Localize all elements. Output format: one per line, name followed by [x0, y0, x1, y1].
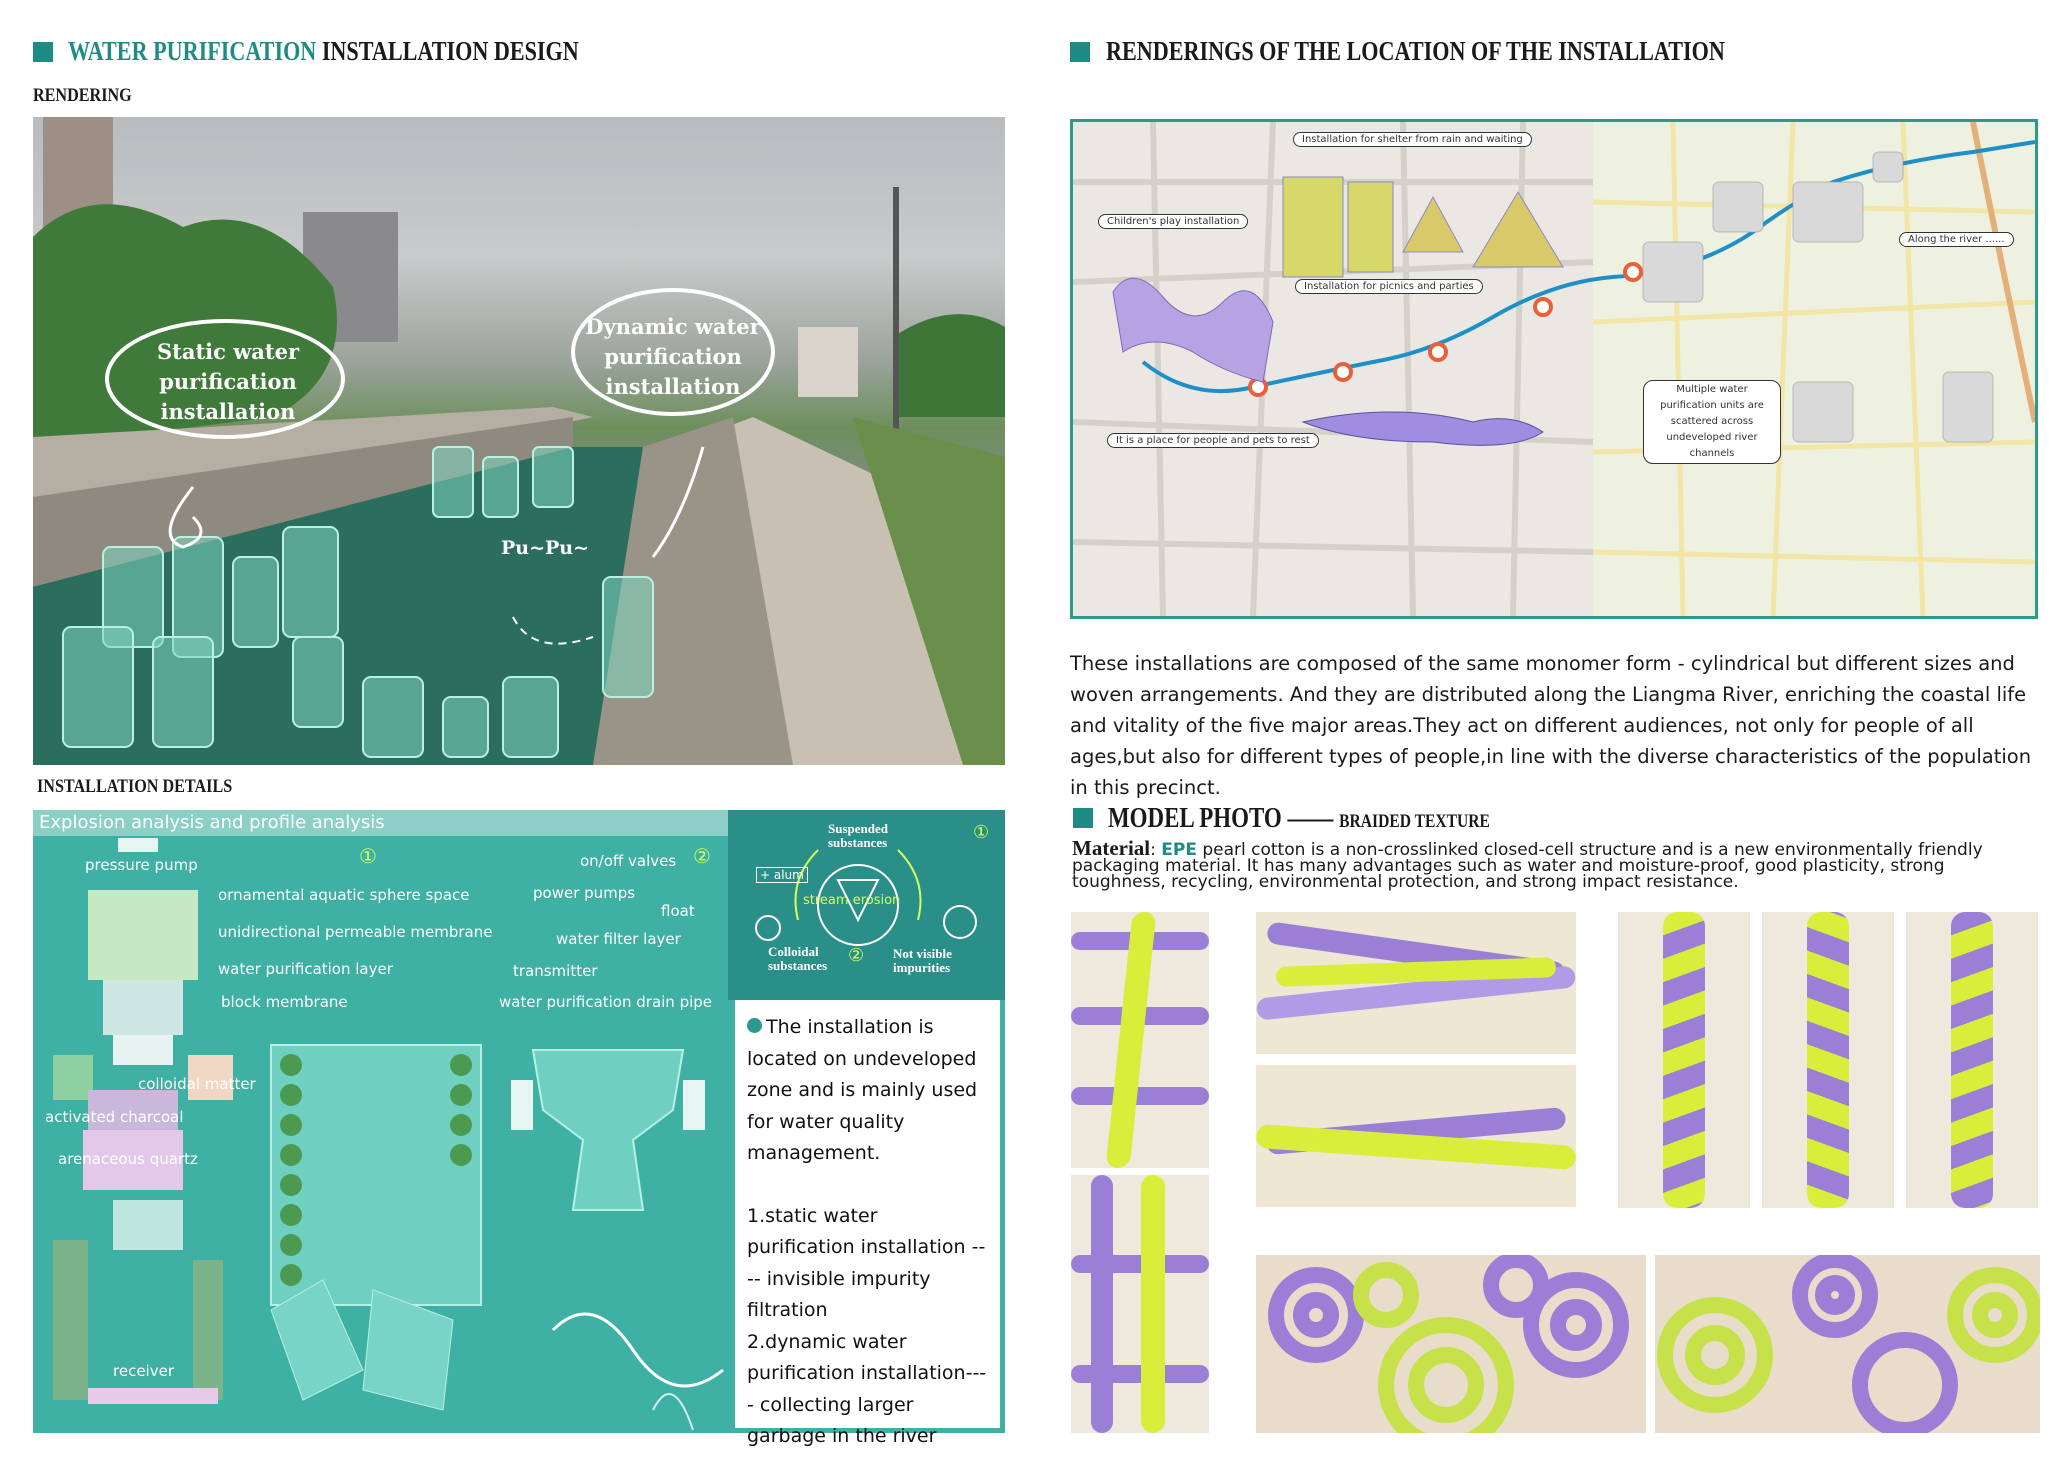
- bullet-dot: [747, 1018, 762, 1033]
- diagram-circle-2: ②: [848, 945, 865, 966]
- section-number-2: ②: [693, 844, 711, 868]
- material-label: Material: [1072, 836, 1151, 860]
- utility-pole: [893, 187, 899, 437]
- details-banner: Explosion analysis and profile analysis: [33, 810, 734, 836]
- map-label-shelter: Installation for shelter from rain and waiting: [1293, 132, 1532, 147]
- material-text: [1072, 836, 2032, 892]
- model-photo-4: [1256, 1065, 1576, 1207]
- installation-details-label: INSTALLATION DETAILS: [37, 776, 233, 797]
- map-label-river: Along the river ......: [1899, 232, 2014, 247]
- note-item-2: 2.dynamic water purification installation---- collecting larger garbage in the river: [747, 1330, 987, 1447]
- page-title-left: [68, 36, 579, 67]
- part-label: water filter layer: [556, 930, 681, 948]
- note-body: [735, 1000, 1000, 1453]
- map-label-picnics: Installation for picnics and parties: [1295, 279, 1483, 294]
- alum-label: + alum: [756, 867, 808, 883]
- suspended-label: Suspended substances: [828, 821, 888, 850]
- not-visible-label: Not visible impurities: [893, 946, 952, 975]
- model-photo-title: [1108, 803, 1490, 835]
- page-title-right: RENDERINGS OF THE LOCATION OF THE INSTALLATION: [1106, 36, 1725, 66]
- model-photo-2: [1071, 1175, 1209, 1433]
- building: [798, 327, 858, 397]
- part-label: unidirectional permeable membrane: [218, 923, 493, 941]
- map-label-multiple: Multiple water purification units are scattered across undeveloped river channels: [1643, 380, 1781, 464]
- dynamic-installation-label: Dynamic water purification installation: [585, 314, 761, 399]
- map-label-pets: It is a place for people and pets to rest: [1107, 433, 1319, 448]
- trees: [893, 314, 1005, 417]
- part-label: pressure pump: [85, 856, 198, 874]
- material-description: pearl cotton is a non-crosslinked closed-cell structure and is a new environmentally friendly packaging material. It has many advantages such as water and moisture-proof, good plasticity, strong toughness, recycling, environmental protection, and strong impact resistance.: [1072, 840, 1983, 892]
- part-label: block membrane: [221, 993, 348, 1011]
- description-paragraph: These installations are composed of the same monomer form - cylindrical but different sizes and woven arrangements. And they are distributed along the Liangma River, enriching the coastal life and vitality of the five major areas.They act on different audiences, not only for people of all ages,but also for different types of people,in line with the diverse characteristics of the population in this precinct.: [1070, 652, 2032, 799]
- model-photo-7: [1906, 912, 2038, 1208]
- part-label: water purification drain pipe: [499, 993, 713, 1011]
- note-intro-row: [747, 1012, 988, 1170]
- stream-label: stream erosion: [803, 893, 901, 908]
- section-number-1: ①: [359, 844, 377, 868]
- section-marker: [1070, 42, 1090, 62]
- part-label: power pumps: [533, 884, 636, 902]
- part-label: on/off valves: [580, 852, 677, 870]
- section-marker: [1073, 808, 1093, 828]
- title-rest: INSTALLATION DESIGN: [316, 36, 579, 66]
- part-label: water purification layer: [218, 960, 393, 978]
- model-photo-3: [1256, 912, 1576, 1054]
- material-colon: :: [1150, 840, 1156, 860]
- rendering-illustration: [33, 117, 1005, 765]
- part-label: activated charcoal: [45, 1108, 184, 1126]
- part-label: float: [661, 902, 695, 920]
- colloidal-label: Colloidal substances: [768, 944, 828, 973]
- section-marker: [33, 42, 53, 62]
- model-photo-8: [1256, 1255, 1646, 1433]
- rendering-photo: [33, 117, 1005, 765]
- part-label: transmitter: [513, 962, 598, 980]
- model-photo-5: [1618, 912, 1750, 1208]
- model-photo-9: [1655, 1255, 2040, 1433]
- note-intro: The installation is located on undeveloped zone and is mainly used for water quality management.: [747, 1016, 978, 1164]
- model-photo-6: [1762, 912, 1894, 1208]
- map-graphic: [1073, 122, 2035, 616]
- map-label-children: Children's play installation: [1098, 214, 1248, 229]
- pupu-label: Pu~Pu~: [501, 537, 590, 559]
- coil-photo: [1256, 1255, 1646, 1433]
- model-dash: ——: [1287, 803, 1334, 834]
- static-installation-label: Static water purification installation: [156, 339, 300, 424]
- model-photo-1: [1071, 912, 1209, 1168]
- model-subtitle: BRAIDED TEXTURE: [1339, 811, 1490, 832]
- diagram-circle-1: ①: [973, 822, 990, 843]
- material-epe: EPE: [1161, 840, 1197, 860]
- part-label: colloidal matter: [138, 1075, 256, 1093]
- part-label: ornamental aquatic sphere space: [218, 886, 470, 904]
- title-highlight: WATER PURIFICATION: [68, 36, 317, 66]
- part-label: arenaceous quartz: [58, 1150, 198, 1168]
- location-map: [1070, 119, 2038, 619]
- installation-note: [735, 1000, 1000, 1447]
- rendering-label: RENDERING: [33, 85, 132, 106]
- part-label: receiver: [113, 1362, 174, 1380]
- coil-photo: [1655, 1255, 2040, 1433]
- note-item-1: 1.static water purification installation ---- invisible impurity filtration: [747, 1204, 986, 1321]
- model-title: MODEL PHOTO: [1108, 803, 1282, 834]
- process-diagram: [728, 810, 1005, 1000]
